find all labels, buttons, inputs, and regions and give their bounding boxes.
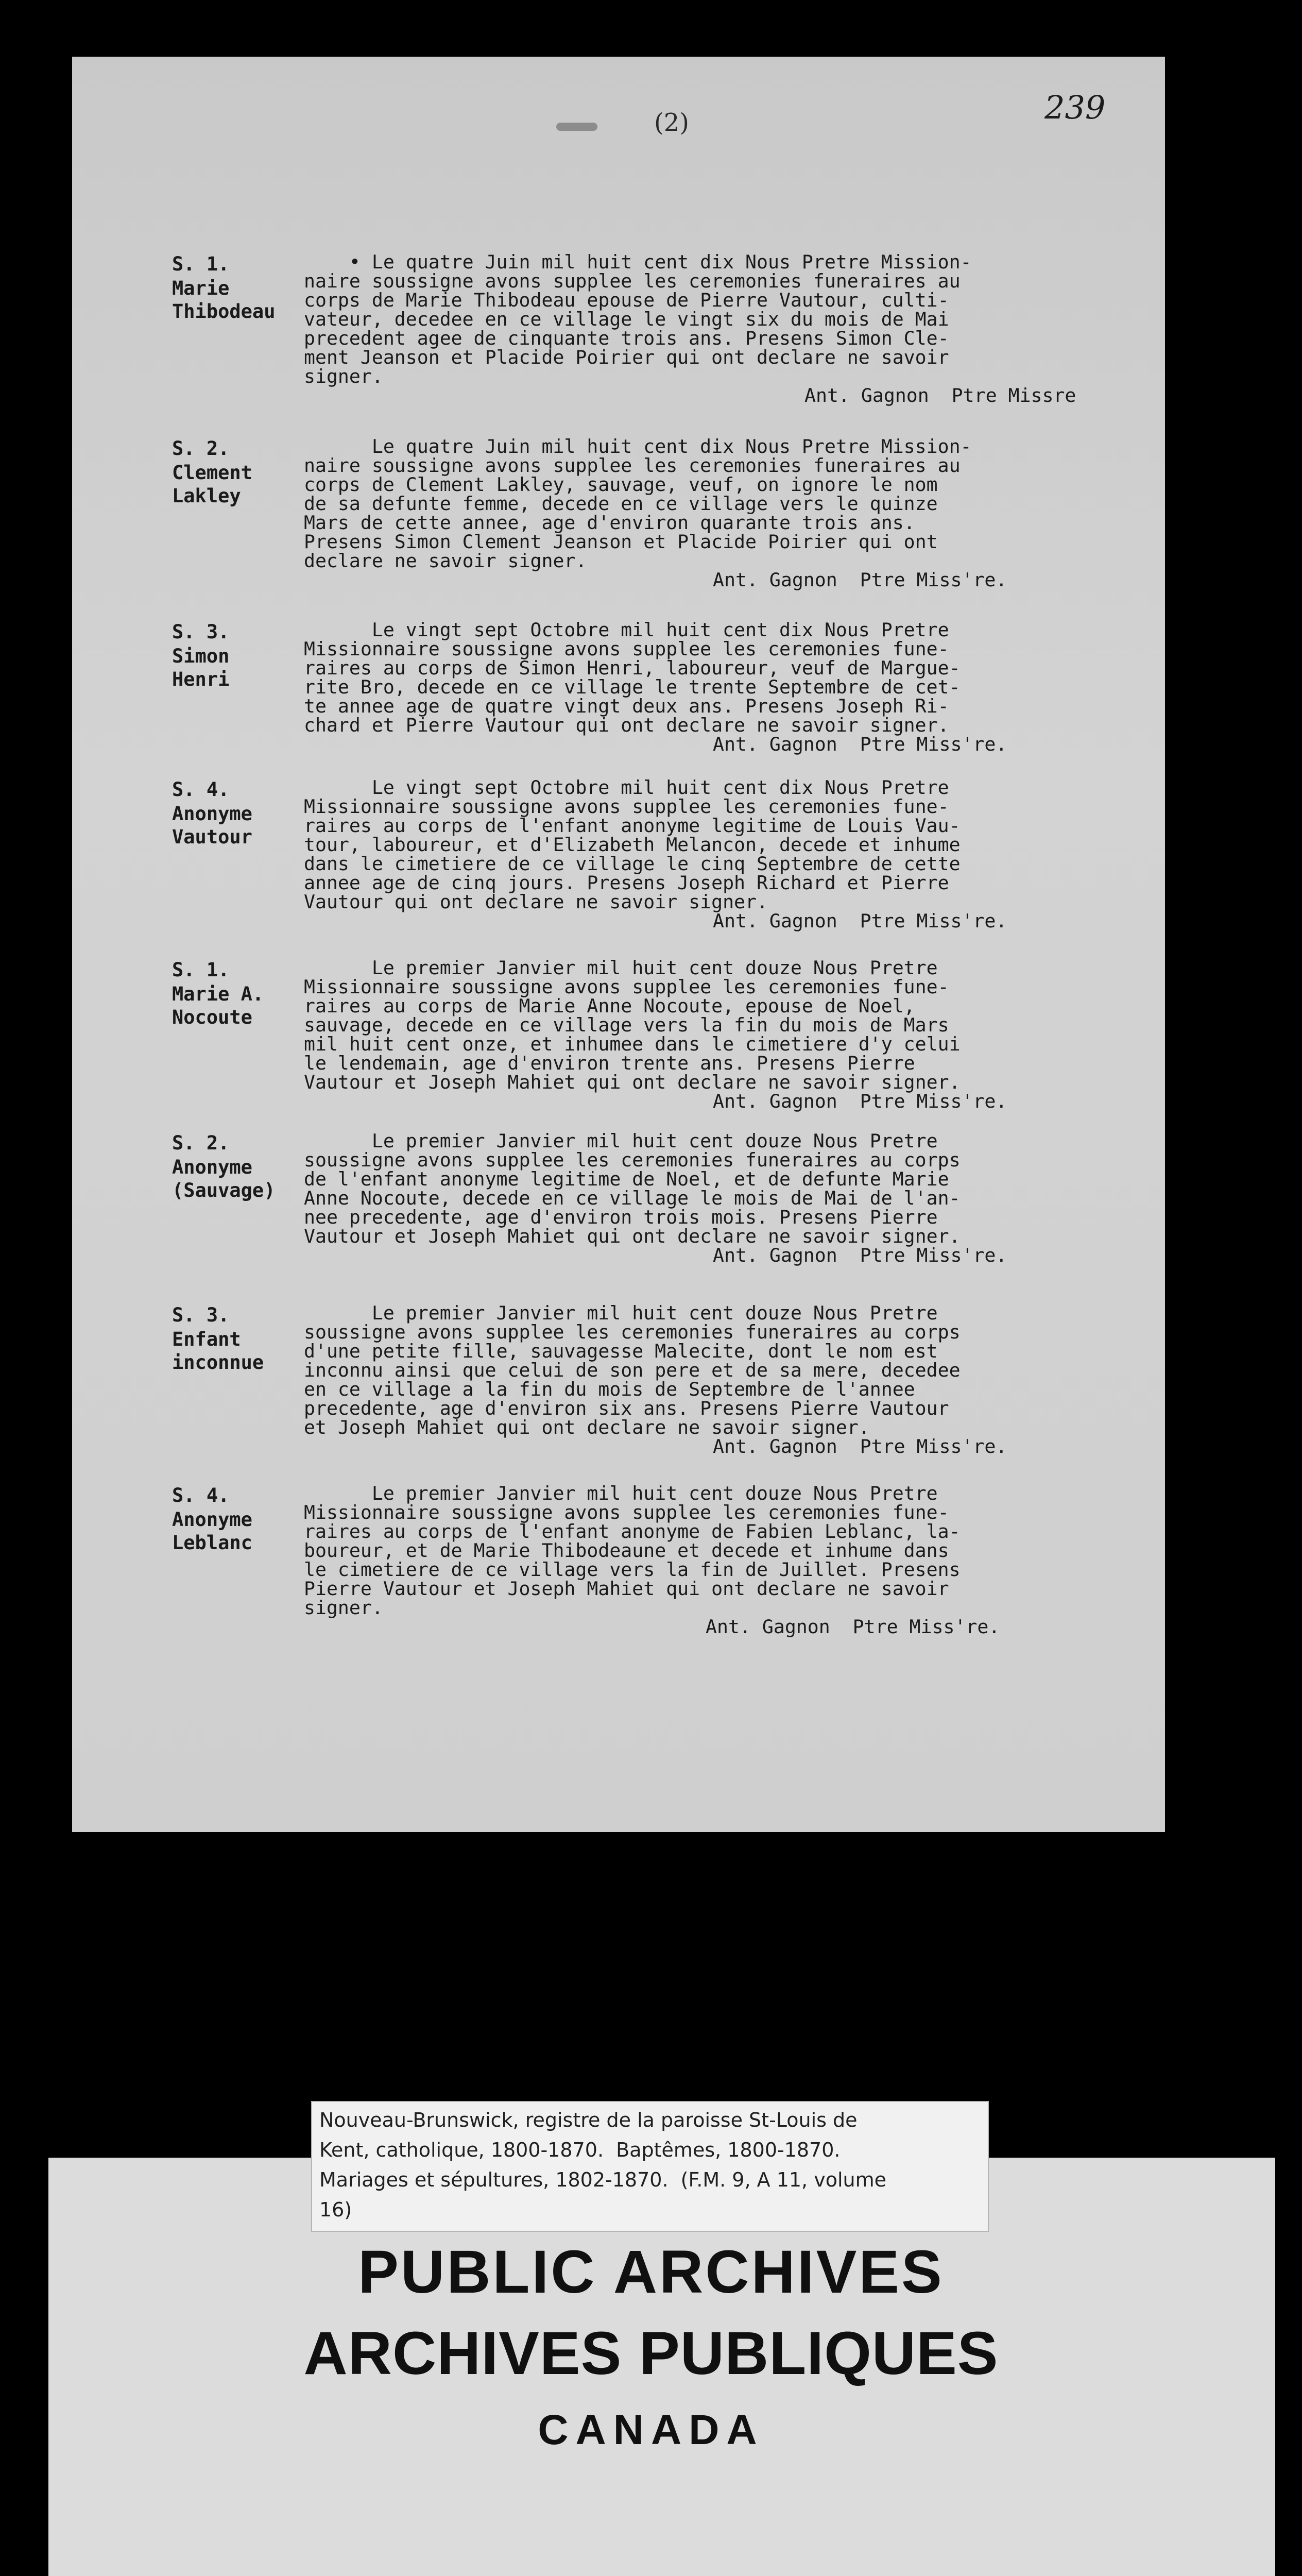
margin-note-line: Anonyme	[172, 803, 252, 825]
entry-margin-note	[172, 252, 285, 323]
page-number: 239	[1044, 89, 1106, 126]
margin-note-line: (Sauvage)	[172, 1179, 276, 1201]
margin-note-line: S. 1.	[172, 959, 230, 981]
margin-note-line: Clement	[172, 462, 252, 484]
entry-text-line: ment Jeanson et Placide Poirier qui ont declare ne savoir	[304, 346, 949, 368]
entry-text-line: tour, laboureur, et d'Elizabeth Melancon, decede et inhume	[304, 834, 961, 856]
margin-note-line: Anonyme	[172, 1156, 252, 1178]
margin-note-line: S. 3.	[172, 1304, 230, 1326]
entry-text-line: Le premier Janvier mil huit cent douze Nous Pretre	[304, 1302, 938, 1324]
entry-text-line: Missionnaire soussigne avons supplee les ceremonies fune-	[304, 976, 949, 998]
page-mark: (2)	[654, 108, 689, 137]
margin-note-line: Anonyme	[172, 1509, 252, 1531]
entry-text-line: Anne Nocoute, decede en ce village le mois de Mai de l'an-	[304, 1187, 961, 1209]
entry-text-line: Vautour et Joseph Mahiet qui ont declare ne savoir signer.	[304, 1225, 961, 1247]
entry-text-line: annee age de cinq jours. Presens Joseph Richard et Pierre	[304, 872, 949, 894]
margin-note-line: Vautour	[172, 826, 252, 848]
entry-margin-note	[172, 958, 285, 1029]
entry-text-line: naire soussigne avons supplee les ceremonies funeraires au	[304, 270, 961, 292]
entry-text-line: precedente, age d'environ six ans. Presens Pierre Vautour	[304, 1397, 949, 1419]
collection-label-line: Nouveau-Brunswick, registre de la paroisse St-Louis de	[319, 2109, 858, 2131]
priest-signature: Ant. Gagnon Ptre Miss're.	[713, 733, 1007, 755]
entry-text-line: vateur, decedee en ce village le vingt six du mois de Mai	[304, 308, 949, 330]
collection-label-line: Mariages et sépultures, 1802-1870. (F.M. 9, A 11, volume	[319, 2168, 886, 2191]
margin-note-line: S. 3.	[172, 621, 230, 643]
entry-text-line: boureur, et de Marie Thibodeaune et decede et inhume dans	[304, 1539, 949, 1562]
entry-text-line: chard et Pierre Vautour qui ont declare ne savoir signer.	[304, 714, 949, 736]
entry-text-line: Le premier Janvier mil huit cent douze Nous Pretre	[304, 1130, 938, 1152]
entry-text-line: Le quatre Juin mil huit cent dix Nous Pretre Mission-	[304, 435, 972, 457]
entry-text	[304, 252, 1190, 386]
entry-text	[304, 778, 1190, 911]
margin-note-line: inconnue	[172, 1351, 264, 1374]
priest-signature: Ant. Gagnon Ptre Missre	[804, 384, 1076, 406]
entry-text-line: Le vingt sept Octobre mil huit cent dix Nous Pretre	[304, 776, 949, 799]
entry-margin-note	[172, 437, 285, 507]
archives-title-english: PUBLIC ARCHIVES	[358, 2238, 944, 2306]
entry-text-line: dans le cimetiere de ce village le cinq Septembre de cette	[304, 853, 961, 875]
entry-text-line: signer.	[304, 1597, 383, 1619]
entry-text-line: Missionnaire soussigne avons supplee les ceremonies fune-	[304, 795, 949, 818]
collection-label-line: Kent, catholique, 1800-1870. Baptêmes, 1800-1870.	[319, 2139, 841, 2161]
entry-text-line: Le premier Janvier mil huit cent douze Nous Pretre	[304, 957, 938, 979]
priest-signature: Ant. Gagnon Ptre Miss're.	[713, 569, 1007, 591]
entry-text-line: d'une petite fille, sauvagesse Malecite, dont le nom est	[304, 1340, 938, 1362]
entry-text-line: soussigne avons supplee les ceremonies funeraires au corps	[304, 1149, 961, 1171]
entry-text-line: Missionnaire soussigne avons supplee les ceremonies fune-	[304, 638, 949, 660]
entry-text-line: le lendemain, age d'environ trente ans. Presens Pierre	[304, 1052, 915, 1074]
margin-note-line: Nocoute	[172, 1006, 252, 1028]
entry-text-line: signer.	[304, 365, 383, 387]
priest-signature: Ant. Gagnon Ptre Miss're.	[713, 1244, 1007, 1266]
priest-signature: Ant. Gagnon Ptre Miss're.	[713, 1435, 1007, 1458]
entry-text-line: corps de Marie Thibodeau epouse de Pierre Vautour, culti-	[304, 289, 949, 311]
entry-text-line: precedent agee de cinquante trois ans. Presens Simon Cle-	[304, 327, 949, 349]
collection-label	[311, 2101, 989, 2232]
entry-text-line: en ce village a la fin du mois de Septembre de l'annee	[304, 1378, 915, 1400]
archives-title-french: ARCHIVES PUBLIQUES	[303, 2319, 999, 2387]
margin-note-line: Leblanc	[172, 1532, 252, 1554]
margin-note-line: S. 2.	[172, 1132, 230, 1154]
entry-margin-note	[172, 1131, 285, 1202]
entry-text	[304, 958, 1190, 1092]
margin-note-line: Enfant	[172, 1328, 241, 1350]
entry-text-line: de sa defunte femme, decede en ce village vers le quinze	[304, 493, 938, 515]
entry-text-line: Le vingt sept Octobre mil huit cent dix Nous Pretre	[304, 619, 949, 641]
collection-label-line: 16)	[319, 2198, 352, 2221]
entry-text-line: naire soussigne avons supplee les ceremonies funeraires au	[304, 454, 961, 477]
priest-signature: Ant. Gagnon Ptre Miss're.	[713, 910, 1007, 932]
entry-margin-note	[172, 1484, 285, 1554]
margin-note-line: S. 1.	[172, 253, 230, 275]
entry-text	[304, 1131, 1190, 1246]
margin-note-line: Marie A.	[172, 983, 264, 1005]
priest-signature: Ant. Gagnon Ptre Miss're.	[713, 1090, 1007, 1112]
entry-text-line: Mars de cette annee, age d'environ quarante trois ans.	[304, 512, 915, 534]
entry-text-line: de l'enfant anonyme legitime de Noel, et de defunte Marie	[304, 1168, 949, 1190]
margin-note-line: S. 4.	[172, 778, 230, 801]
entry-text-line: Missionnaire soussigne avons supplee les ceremonies fune-	[304, 1501, 949, 1523]
margin-note-line: Lakley	[172, 485, 241, 507]
margin-note-line: Thibodeau	[172, 300, 276, 323]
entry-text-line: mil huit cent onze, et inhumee dans le cimetiere d'y celui	[304, 1033, 961, 1055]
entry-text-line: raires au corps de l'enfant anonyme de Fabien Leblanc, la-	[304, 1520, 961, 1543]
entry-margin-note	[172, 1303, 285, 1374]
entry-text-line: sauvage, decede en ce village vers la fin du mois de Mars	[304, 1014, 949, 1036]
register-page	[72, 57, 1165, 1832]
ink-smudge	[556, 123, 597, 131]
margin-note-line: Henri	[172, 668, 230, 690]
entry-text-line: raires au corps de Simon Henri, laboureur, veuf de Margue-	[304, 657, 961, 679]
archives-country: CANADA	[538, 2406, 764, 2453]
entry-text-line: Pierre Vautour et Joseph Mahiet qui ont declare ne savoir	[304, 1578, 949, 1600]
entry-text-line: et Joseph Mahiet qui ont declare ne savoir signer.	[304, 1416, 870, 1438]
entry-text	[304, 620, 1190, 735]
entry-text	[304, 1303, 1190, 1437]
entry-text-line: Le premier Janvier mil huit cent douze Nous Pretre	[304, 1482, 938, 1504]
entry-text-line: inconnu ainsi que celui de son pere et de sa mere, decedee	[304, 1359, 961, 1381]
entry-text-line: raires au corps de l'enfant anonyme legitime de Louis Vau-	[304, 815, 961, 837]
margin-note-line: Simon	[172, 645, 230, 667]
entry-text-line: le cimetiere de ce village vers la fin de Juillet. Presens	[304, 1558, 961, 1581]
entry-text-line: declare ne savoir signer.	[304, 550, 587, 572]
entry-margin-note	[172, 778, 285, 849]
entry-text-line: Presens Simon Clement Jeanson et Placide Poirier qui ont	[304, 531, 938, 553]
priest-signature: Ant. Gagnon Ptre Miss're.	[706, 1616, 1000, 1638]
entry-text-line: corps de Clement Lakley, sauvage, veuf, on ignore le nom	[304, 473, 938, 496]
margin-note-line: S. 2.	[172, 437, 230, 460]
entry-text	[304, 437, 1190, 570]
entry-text-line: soussigne avons supplee les ceremonies funeraires au corps	[304, 1321, 961, 1343]
entry-text-line: rite Bro, decede en ce village le trente Septembre de cet-	[304, 676, 961, 698]
entry-text-line: te annee age de quatre vingt deux ans. Presens Joseph Ri-	[304, 695, 949, 717]
entry-text-line: raires au corps de Marie Anne Nocoute, epouse de Noel,	[304, 995, 915, 1017]
entry-text-line: Vautour qui ont declare ne savoir signer.	[304, 891, 768, 913]
entry-margin-note	[172, 620, 285, 691]
margin-note-line: Marie	[172, 277, 230, 299]
entry-text-line: • Le quatre Juin mil huit cent dix Nous Pretre Mission-	[304, 251, 972, 273]
margin-note-line: S. 4.	[172, 1484, 230, 1506]
entry-text-line: Vautour et Joseph Mahiet qui ont declare ne savoir signer.	[304, 1071, 961, 1093]
entry-text-line: nee precedente, age d'environ trois mois. Presens Pierre	[304, 1206, 938, 1228]
entry-text	[304, 1484, 1190, 1617]
